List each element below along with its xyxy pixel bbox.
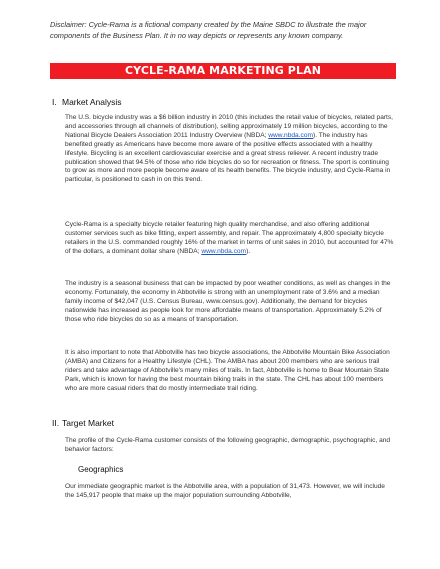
paragraph-customer-profile: The profile of the Cycle-Rama customer consists of the following geographic, demographic, psychographic, and behavior factors: (65, 437, 391, 453)
paragraph-text: ). The industry has benefited greatly as Americans have become more aware of the positive effects associated with a healthy lifestyle. Bicycling is an excellent cardiovascular exercise and a great stress reliever. A recent industry trade publication showed that 94.5% of those who ride bicycles do so for recreation or fitness. The sport is continuing to grow as more and more people become aware of its health benefits. The bicycle industry, and Cycle-Rama in particular, is positioned to cash in on this trend. (65, 131, 391, 184)
paragraph-text: ). (246, 247, 251, 255)
paragraph-text: Cycle-Rama is a specialty bicycle retailer featuring high quality merchandise, and also offering additional customer services such as bike fitting, expert assembly, and repair. The approximately 4,800 specialty bicycle retailers in the U.S. commanded roughly 16% of the market in terms of unit sales in 2010, but accounted for 47% of the dollars, a dominant dollar share (NBDA; (65, 221, 394, 255)
subheading-geographics: Geographics (78, 465, 124, 474)
paragraph-text: The U.S. bicycle industry was a $6 billion industry in 2010 (this includes the retail value of bicycles, related parts, and accessories through all channels of distribution), selling approximately 19 million bicycles, according to the National Bicycle Dealers Association 2011 Industry Overview (NBDA; (65, 114, 394, 139)
paragraph-specialty-retailer (65, 221, 395, 257)
section-title: Target Market (62, 418, 114, 428)
section-number: I. (52, 97, 57, 107)
nbda-link[interactable]: www.nbda.com (268, 131, 313, 139)
section-title: Market Analysis (62, 97, 122, 107)
section-heading-market-analysis (52, 97, 122, 107)
paragraph-seasonal-business: The industry is a seasonal business that can be impacted by poor weather conditions, as well as changes in the economy. Fortunately, the economy in Abbotville is strong with an unemployment rate of 3.6% and a median family income of $42,047 (U.S. Census Bureau, www.census.gov). Additionally, the demand for bicycles nationwide has increased as people look for more affordable means of transportation. Approximately 5.2% of those who ride bicycles do so as a means of transportation. (65, 280, 391, 323)
paragraph-industry-overview (65, 114, 395, 185)
paragraph-geographics: Our immediate geographic market is the Abbotville area, with a population of 31,473. However, we will include the 145,917 people that make up the major population surrounding Abbotville, (65, 483, 385, 499)
disclaimer-text: Disclaimer: Cycle-Rama is a fictional company created by the Maine SBDC to illustrate the major components of the Business Plan. It in no way depicts or represents any known company. (50, 20, 367, 40)
paragraph-bicycle-associations: It is also important to note that Abbotville has two bicycle associations, the Abbotville Mountain Bike Association (AMBA) and Citizens for a Healthy Lifestyle (CHL). The AMBA has about 200 members who are serious trail riders and take advantage of Abbotville's many miles of trails. In fact, Abbotville is home to Bear Mountain State Park, which is known for having the best mountain biking trails in the state. The CHL has about 100 members who are more casual riders that do mostly intermediate trail riding. (65, 349, 390, 392)
title-banner: CYCLE-RAMA MARKETING PLAN (50, 63, 396, 79)
section-heading-target-market (52, 418, 114, 428)
section-number: II. (52, 418, 60, 428)
nbda-link[interactable]: www.nbda.com (201, 247, 247, 255)
